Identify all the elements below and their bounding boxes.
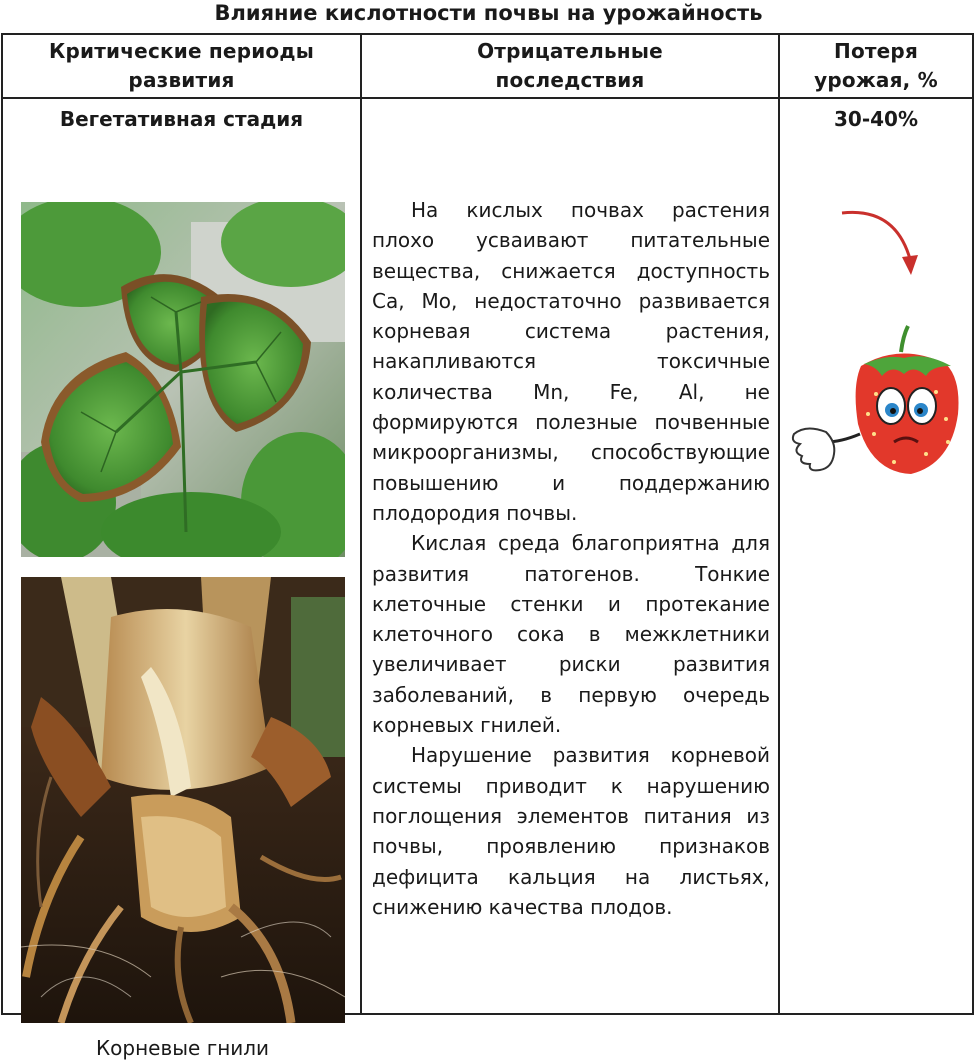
page-title: Влияние кислотности почвы на урожайность	[214, 1, 763, 25]
header-negative-effects-line-1: Отрицательные	[477, 39, 663, 63]
header-yield-loss	[779, 34, 973, 98]
header-yield-loss-line-1: Потеря	[834, 39, 918, 63]
leaf-burn-image	[21, 202, 345, 557]
negative-effects-text	[372, 195, 770, 922]
critical-period-cell	[2, 98, 361, 1060]
header-critical-periods-line-2: развития	[128, 68, 235, 92]
strawberry-leaves-photo	[21, 202, 345, 557]
curved-arrow-icon	[840, 207, 920, 282]
yield-loss-cell	[779, 98, 973, 1014]
paragraph-pathogens: Кислая среда благоприятна для развития патогенов. Тонкие клеточные стенки и протекание клеточного сока в межклетники увеличивает риски развития заболеваний, в первую очередь корневых гнилей.	[372, 531, 770, 738]
root-rot-image	[21, 577, 345, 1023]
header-critical-periods	[2, 34, 361, 98]
strawberry-mascot-icon	[786, 324, 966, 484]
header-yield-loss-line-2: урожая, %	[814, 68, 938, 92]
yield-loss-value: 30-40%	[833, 107, 918, 131]
header-row	[2, 34, 973, 98]
stage-title: Вегетативная стадия	[59, 107, 304, 131]
negative-effects-cell	[361, 98, 779, 1014]
header-negative-effects	[361, 34, 779, 98]
table-row	[2, 98, 973, 1014]
photo-caption: Корневые гнили	[95, 1036, 270, 1060]
acidity-yield-table	[1, 33, 974, 1060]
paragraph-nutrients: На кислых почвах растения плохо усваивают питательные вещества, снижается доступность Ca, Mo, недостаточно развивается корневая система растения, накапливаются токсичные количества Mn, Fe, Al, не формируются полезные почвенные микроорганизмы, способствующие повышению и поддержанию плодородия почвы.	[372, 198, 770, 525]
header-critical-periods-line-1: Критические периоды	[48, 39, 315, 63]
header-negative-effects-line-2: последствия	[495, 68, 645, 92]
paragraph-root-system: Нарушение развития корневой системы приводит к нарушению поглощения элементов питания из почвы, проявлению признаков дефицита кальция на листьях, снижению качества плодов.	[372, 743, 770, 919]
root-rot-photo	[21, 577, 345, 1023]
